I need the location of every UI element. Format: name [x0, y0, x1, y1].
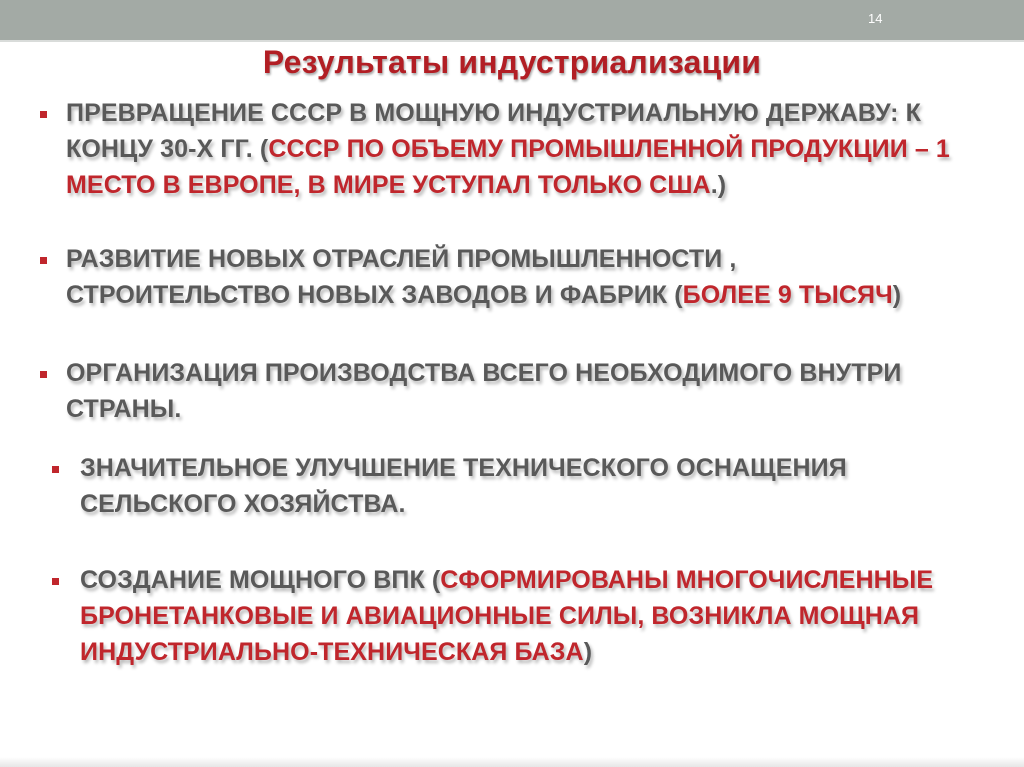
- bullet-text: РАЗВИТИЕ НОВЫХ ОТРАСЛЕЙ ПРОМЫШЛЕННОСТИ , СТРОИТЕЛЬСТВО НОВЫХ ЗАВОДОВ И ФАБРИК (: [66, 245, 737, 309]
- bullet-marker-icon: [40, 371, 47, 378]
- bullet-text: ПРЕВРАЩЕНИЕ СССР В МОЩНУЮ ИНДУСТРИАЛЬНУЮ ДЕРЖАВУ: К КОНЦУ 30-Х ГГ. (: [66, 99, 921, 163]
- slide-title: Результаты индустриализации: [262, 44, 762, 80]
- bullet-highlight-text: СФОРМИРОВАНЫ МНОГОЧИСЛЕННЫЕ БРОНЕТАНКОВЫЕ И АВИАЦИОННЫЕ СИЛЫ, ВОЗНИКЛА МОЩНАЯ ИНДУСТРИАЛЬНО-ТЕХНИЧЕСКАЯ БАЗА: [80, 566, 934, 666]
- bullet-text: ЗНАЧИТЕЛЬНОЕ УЛУЧШЕНИЕ ТЕХНИЧЕСКОГО ОСНАЩЕНИЯ СЕЛЬСКОГО ХОЗЯЙСТВА.: [80, 454, 847, 518]
- bullet-item: [66, 241, 946, 313]
- bullet-text: ): [583, 638, 593, 666]
- bullet-item: [66, 95, 966, 203]
- bullet-marker-icon: [52, 578, 59, 585]
- bullet-text: ): [892, 281, 902, 309]
- bullet-text: .): [710, 171, 727, 199]
- bullet-marker-icon: [40, 111, 47, 118]
- bullet-item: [66, 355, 946, 427]
- bullet-marker-icon: [52, 466, 59, 473]
- bullet-highlight-text: БОЛЕЕ 9 ТЫСЯЧ: [682, 281, 893, 309]
- bullet-marker-icon: [40, 257, 47, 264]
- top-bar-divider: [0, 40, 1024, 42]
- bullet-item: [80, 562, 990, 670]
- bullet-highlight-text: СССР ПО ОБЪЕМУ ПРОМЫШЛЕННОЙ ПРОДУКЦИИ – 1 МЕСТО В ЕВРОПЕ, В МИРЕ УСТУПАЛ ТОЛЬКО США: [66, 135, 950, 199]
- bullet-text: СОЗДАНИЕ МОЩНОГО ВПК (: [80, 566, 441, 594]
- bullet-item: [80, 450, 960, 522]
- bullet-text: ОРГАНИЗАЦИЯ ПРОИЗВОДСТВА ВСЕГО НЕОБХОДИМОГО ВНУТРИ СТРАНЫ.: [66, 359, 902, 423]
- page-number: 14: [868, 11, 883, 26]
- bottom-shadow: [0, 757, 1024, 767]
